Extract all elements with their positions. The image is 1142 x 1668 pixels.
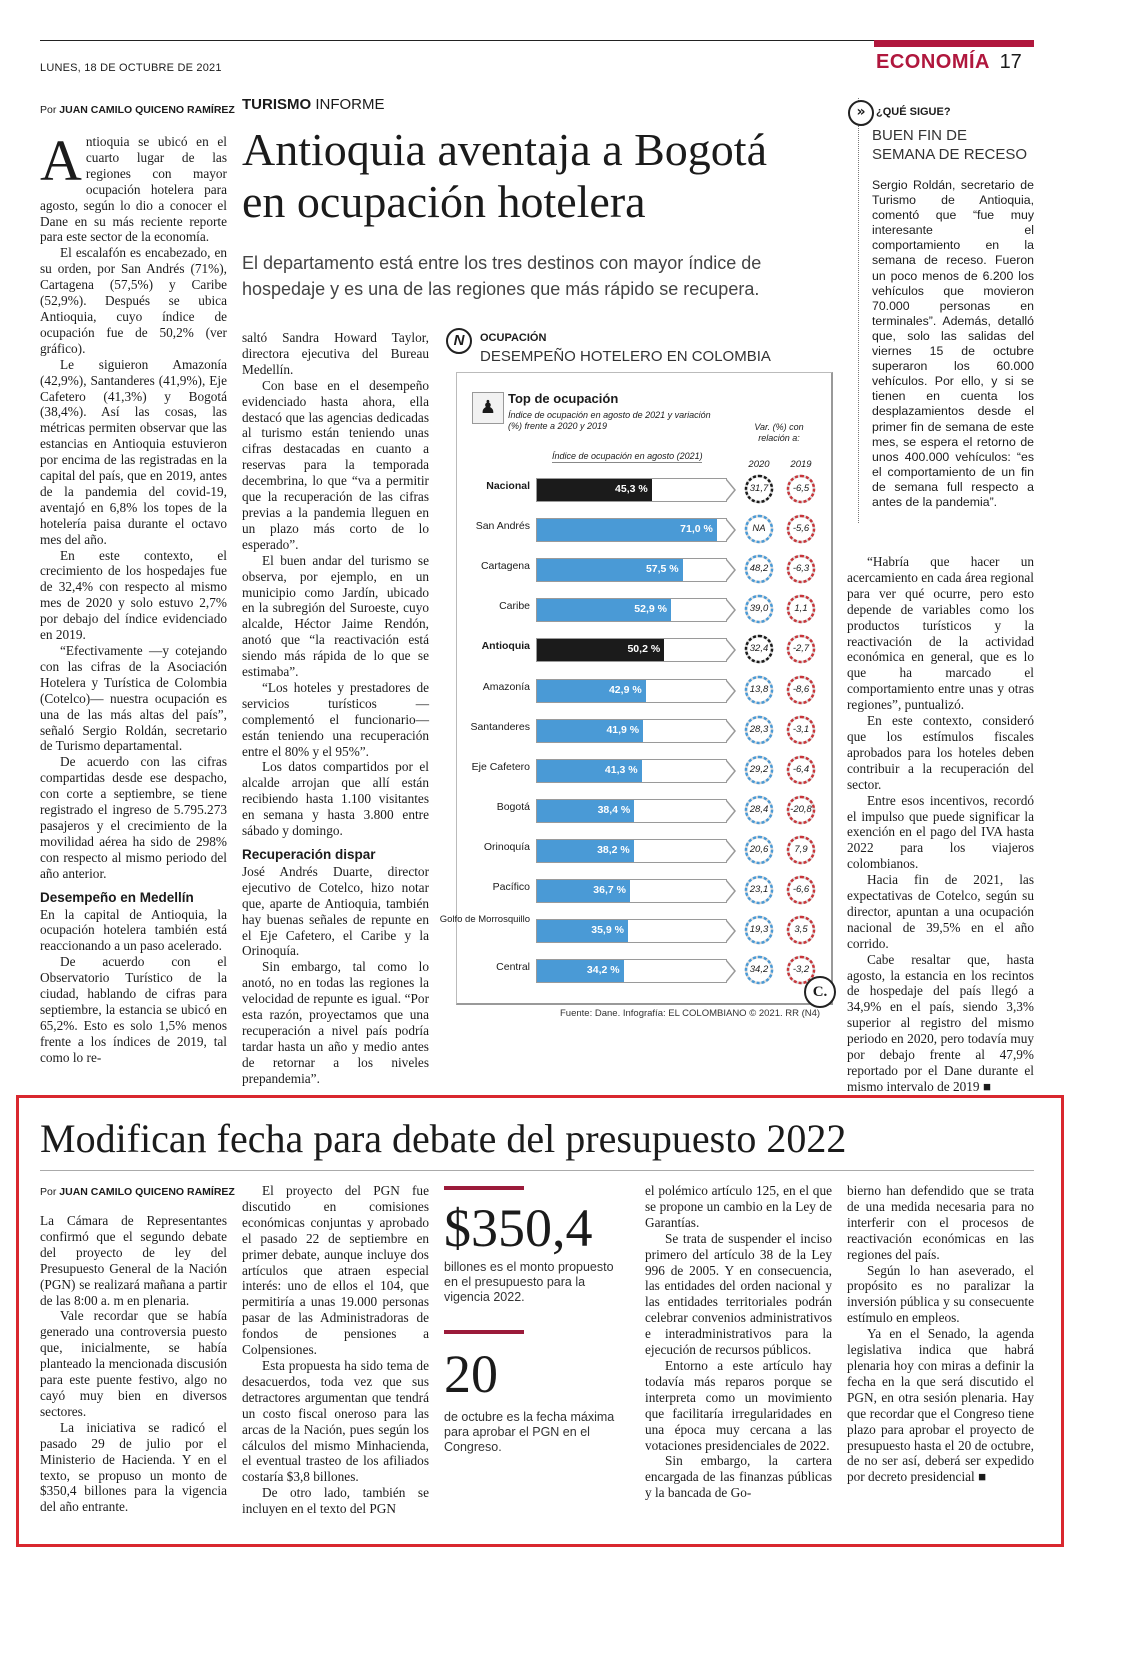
stat2-text: de octubre es la fecha máxima para aprobar el PGN en el Congreso.	[444, 1410, 615, 1454]
paragraph: Cabe resaltar que, hasta agosto, la estancia en los recintos de hospedaje del país llegó a 34,9% en el país, siendo 3,3% superior al registro del mismo periodo en 2020, pero todavía muy por debajo frente al 47,9% reportado por el Dane durante el mismo intervalo de 2019 ■	[847, 951, 1034, 1094]
kicker	[242, 96, 385, 113]
stat1-text: billones es el monto propuesto en el presupuesto para la vigencia 2022.	[444, 1260, 614, 1304]
infographic-n-icon: N	[446, 328, 472, 354]
kicker-bold: TURISMO	[242, 96, 312, 113]
ring-value: 31,7	[749, 483, 769, 494]
chart-category-label: Nacional	[486, 480, 530, 492]
paragraph: José Andrés Duarte, director ejecutivo de Cotelco, hizo notar que, aparte de Antioquia, también hay buenas señales de repunte en el Eje Cafetero, el Caribe y la Orinoquía.	[242, 863, 429, 959]
chart-bar	[537, 680, 646, 702]
byline-name: JUAN CAMILO QUICENO RAMÍREZ	[59, 104, 235, 116]
ring-value: -6,4	[792, 763, 810, 775]
ring-variation	[786, 634, 816, 664]
chart-row	[438, 673, 858, 703]
chart-bar	[537, 840, 634, 862]
chart-bar-track	[536, 879, 727, 903]
chart-arrow	[726, 679, 736, 703]
chart-row	[438, 953, 858, 983]
ring-dark	[744, 474, 774, 504]
paragraph: Vale recordar que se había generado una controversia puesto que, inicialmente, se había planteado la mencionada discusión para este puente festivo, algo no cayó muy bien en diversos sectores.	[40, 1308, 227, 1419]
byline	[40, 104, 235, 116]
chart-box-subtitle: Índice de ocupación en agosto de 2021 y variación (%) frente a 2020 y 2019	[508, 410, 711, 431]
chart-row	[438, 873, 858, 903]
chart-row	[438, 512, 858, 542]
subheading: Recuperación dispar	[242, 847, 376, 862]
ring-variation	[786, 594, 816, 624]
article2-headline: Modifican fecha para debate del presupuesto 2022	[40, 1116, 847, 1161]
chart-row	[438, 472, 858, 502]
chart-bar-track	[536, 558, 727, 582]
col-2020: 2020	[748, 459, 770, 470]
paragraph: saltó Sandra Howard Taylor, directora ejecutiva del Bureau Medellín.	[242, 330, 429, 377]
chart-bar-track	[536, 799, 727, 823]
headline	[242, 124, 852, 228]
paragraph: De otro lado, también se incluyen en el texto del PGN	[242, 1485, 429, 1517]
chart-bar-value: 52,9 %	[634, 603, 667, 616]
people-icon: ♟	[472, 392, 504, 424]
chart-category-label: San Andrés	[475, 520, 530, 533]
ring-value: 19,3	[749, 924, 769, 936]
chart-arrow	[726, 558, 736, 582]
ring-value: 3,5	[794, 924, 808, 936]
sidebar-title: BUEN FIN DE SEMANA DE RECESO	[872, 127, 1028, 163]
col-2019: 2019	[790, 459, 812, 470]
paragraph: Ya en el Senado, la agenda legislativa indica que habrá plenaria hoy con miras a definir la fecha en la que será discutido el PGN, en otra sesión plenaria. Hay que recordar que el Congreso tiene plazo para aprobar el proyecto de presupuesto hasta el 20 de octubre, de no ser así, deberá ser expedido por decreto presidencial ■	[847, 1326, 1034, 1485]
ring-dark	[744, 634, 774, 664]
deck: El departamento está entre los tres destinos con mayor índice de hospedaje y es una de las regiones que más rápido se recupera.	[242, 253, 762, 299]
chart-bar	[537, 880, 630, 902]
byline-prefix: Por	[40, 104, 57, 116]
paragraph: Se trata de suspender el inciso primero del artículo 38 de la Ley 996 de 2005. Y en consecuencia, las entidades del orden nacional y las entidades territoriales podrán celebrar convenios administrativos e interadministrativos para la ejecución de recursos públicos.	[645, 1230, 832, 1358]
chart-bar-value: 34,2 %	[586, 964, 620, 977]
chart-bar	[537, 519, 717, 541]
paragraph: La iniciativa se radicó el pasado 29 de julio por el Ministerio de Hacienda. Y en el texto, se propuso un monto de $350,4 billones para la vigencia del año entrante.	[40, 1419, 227, 1515]
ring-variation	[786, 554, 816, 584]
ring-variation	[744, 835, 774, 865]
chart-row	[438, 753, 858, 783]
ring-value: -6,6	[792, 884, 810, 895]
chart-category-label: Amazonía	[482, 680, 530, 693]
article1-col2	[242, 330, 429, 1087]
chart-bar-track	[536, 919, 727, 943]
chart-category-label: Cartagena	[480, 560, 530, 573]
chart-bar-value: 36,7 %	[593, 884, 626, 896]
paragraph: En este contexto, consideró que los estímulos fiscales aprobados para los hoteles deben contribuir a la recuperación del sector.	[847, 713, 1034, 792]
paragraph: Le siguieron Amazonía (42,9%), Santanderes (41,9%), Eje Cafetero (41,3%) y Bogotá (38,4%). Así las cosas, las métricas permiten observar que las estancias en Antioquia estuvieron por encima de las registradas en la capital del país, que en 2019, antes de la pandemia del covid-19, aventajó en 6,8% los topes de la hotelería paisa durante el octavo mes del año.	[40, 356, 227, 547]
infographic-title: DESEMPEÑO HOTELERO EN COLOMBIA	[480, 348, 771, 365]
ring-value: -3,1	[792, 723, 810, 735]
chart-bar	[537, 800, 634, 822]
paragraph: Los datos compartidos por el alcalde arrojan que allí están recibiendo hasta 1.100 visitantes en semana y hasta 3.800 entre sábado y domingo.	[242, 759, 429, 839]
ring-variation	[786, 835, 816, 865]
headline-line-1: Antioquia aventaja a Bogotá	[242, 124, 768, 175]
chart-row	[438, 592, 858, 622]
chart-category-label: Central	[496, 961, 530, 974]
chart-bar-track	[536, 959, 727, 983]
paragraph: Sin embargo, la cartera encargada de las finanzas públicas y la bancada de Go-	[645, 1453, 832, 1501]
paragraph: El proyecto del PGN fue discutido en comisiones económicas conjuntas y aprobado el pasado 22 de septiembre en primer debate, aunque incluye dos artículos que atraen especial interés: uno de ellos el 104, que permitiría a unas 19.000 personas pasar de las Administradoras de fondos de pensiones a Colpensiones.	[242, 1183, 429, 1358]
ring-variation	[744, 955, 774, 985]
drop-cap: A	[40, 128, 82, 193]
ring-value: 28,3	[749, 723, 769, 735]
var-header: Var. (%) con relación a:	[754, 422, 804, 443]
ring-variation	[786, 755, 816, 785]
byline-name: JUAN CAMILO QUICENO RAMÍREZ	[59, 1186, 235, 1198]
sidebar-text: Sergio Roldán, secretario de Turismo de Antioquia, comentó que “fue muy interesante el comportamiento en la semana de receso. Fueron un poco menos de 6.200 los vehículos que movieron 70.000 personas en terminales”. Además, detalló que, solo las salidas del viernes 15 de octubre superaron los 60.000 vehículos. Por ello, y si se tienen en cuenta los desplazamientos desde el primer fin de semana de este mes, se espera el retorno de unos 400.000 vehículos: “es el comportamiento de un fin de semana full respecto a antes de la pandemia”.	[872, 178, 1034, 509]
chart-arrow	[726, 919, 736, 943]
paragraph: Según lo han aseverado, el propósito es no paralizar la inversión pública y su consecuente estímulo en empleos.	[847, 1262, 1034, 1326]
section-tab-bar	[874, 40, 1034, 47]
chart-bar-value: 50,2 %	[627, 643, 661, 656]
chart-bar	[537, 639, 664, 661]
chart-bar-track	[536, 478, 727, 502]
chart-bar	[537, 720, 643, 742]
ring-value: -6,3	[792, 563, 810, 575]
article1-col4	[847, 554, 1034, 1095]
bar-header-rule	[552, 462, 702, 463]
chart-arrow	[726, 799, 736, 823]
article1-col1	[40, 128, 227, 1066]
paragraph: El escalafón es encabezado, en su orden, por San Andrés (71%), Cartagena (57,5%) y Caribe (52,9%). Después se ubica Antioquia, cuyo índice de ocupación fue de 50,2% (ver gráfico).	[40, 245, 227, 356]
paragraph: De acuerdo con el Observatorio Turístico de la ciudad, hablando de cifras para septiembre, la estancia se ubicó en 65,2%. Esto es solo 1,5% menos frente a los índices de 2019, tal como lo re-	[40, 954, 227, 1065]
kicker-light: INFORME	[315, 96, 385, 113]
chart-category-label: Orinoquía	[483, 840, 530, 853]
paragraph: bierno han defendido que se trata de una medida necesaria para no interferir con el procesos de reactivación económicas en las regiones del país.	[847, 1183, 1034, 1262]
chart-bar-value: 71,0 %	[680, 523, 713, 536]
stat2-rule	[444, 1330, 524, 1334]
ring-value: 29,2	[749, 763, 769, 775]
chart-bar-value: 35,9 %	[591, 924, 624, 937]
paragraph: En la capital de Antioquia, la ocupación hotelera también está reaccionando a un paso acelerado.	[40, 906, 227, 954]
article2-col2	[242, 1183, 429, 1517]
chart-arrow	[726, 759, 736, 783]
ring-value: -20,8	[790, 803, 812, 815]
chart-bar-value: 41,9 %	[606, 723, 640, 736]
ring-variation	[744, 514, 774, 544]
chart-bar	[537, 599, 671, 621]
chart-arrow	[726, 638, 736, 662]
chart-bar-track	[536, 518, 727, 542]
ring-variation	[786, 514, 816, 544]
chart-row	[438, 833, 858, 863]
paragraph: “Los hoteles y prestadores de servicios turísticos —complementó el funcionario— están teniendo una recuperación entre el 80% y el 95%”.	[242, 679, 429, 759]
chart-bar-value: 42,9 %	[608, 683, 642, 696]
ring-value: 1,1	[794, 603, 808, 615]
ring-variation	[786, 875, 816, 905]
paragraph: Con base en el desempeño evidenciado hasta ahora, ella destacó que las agencias dedicadas al turismo están teniendo unas cifras destacadas en cuanto a reservas para la temporada decembrina, lo que “va a permitir que la recuperación de las cifras previas a la pandemia lleguen en un plazo más corto de lo esperado”.	[242, 377, 429, 552]
sidebar-kicker: ¿QUÉ SIGUE?	[876, 106, 951, 118]
ring-value: 20,6	[749, 843, 769, 855]
chart-bar-track	[536, 598, 727, 622]
chart-bar	[537, 760, 642, 782]
chart-bar	[537, 920, 628, 942]
chart-category-label: Caribe	[499, 600, 530, 613]
chart-arrow	[726, 719, 736, 743]
paragraph: Sin embargo, tal como lo anotó, no en todas las regiones la velocidad de repunte es igual. “Por esta razón, proyectamos que una recuperación a nivel país podría tardar hasta un año y medio antes de retornar a los niveles prepandemia”.	[242, 959, 429, 1086]
subheading: Desempeño en Medellín	[40, 889, 194, 905]
logo-text: C.	[812, 984, 828, 1000]
ring-value: 32,4	[749, 643, 769, 655]
chart-category-label: Antioquia	[481, 640, 530, 653]
section-label: ECONOMÍA	[876, 51, 990, 73]
chart-category-label: Santanderes	[470, 720, 530, 733]
ring-variation	[786, 474, 816, 504]
chart-arrow	[726, 598, 736, 622]
bar-header: Índice de ocupación en agosto (2021)	[552, 451, 703, 461]
paragraph: En este contexto, el crecimiento de los hospedajes fue de 32,4% con respecto al mismo mes de 2020 y solo estuvo 2,7% por debajo del índice evidenciado en 2019.	[40, 547, 227, 643]
chart-arrow	[726, 959, 736, 983]
paragraph: Esta propuesta ha sido tema de desacuerdos, toda vez que sus detractores argumentan que tendrá un costo fiscal oneroso para las arcas de la Nación, pues según los cálculos del mismo Minhacienda, el eventual trasteo de los afiliados costaría $3,8 billones.	[242, 1357, 429, 1485]
article2-col4	[847, 1183, 1034, 1485]
header-date: LUNES, 18 DE OCTUBRE DE 2021	[40, 62, 222, 74]
chart-bar-value: 41,3 %	[604, 763, 638, 776]
chart-bar	[537, 960, 624, 982]
ring-value: -2,7	[792, 643, 810, 655]
ring-value: 13,8	[749, 683, 769, 695]
article2-headline-rule	[40, 1170, 1034, 1171]
ring-variation	[786, 795, 816, 825]
chart-bar-track	[536, 638, 727, 662]
section-name	[876, 51, 1022, 74]
chart-category-label: Golfo de Morrosquillo	[439, 914, 530, 926]
paragraph: el polémico artículo 125, en el que se propone un cambio en la Ley de Garantías.	[645, 1183, 832, 1230]
ring-value: -8,6	[792, 683, 810, 695]
ring-value: -6,5	[792, 483, 810, 494]
headline-line-2: en ocupación hotelera	[242, 176, 646, 227]
ring-variation	[744, 795, 774, 825]
stat2-value: 20	[444, 1344, 498, 1404]
chart-source: Fuente: Dane. Infografía: EL COLOMBIANO © 2021. RR (N4)	[560, 1008, 821, 1019]
page-number: 17	[999, 51, 1022, 73]
paragraph: El buen andar del turismo se observa, por ejemplo, en un municipio como Jardín, ubicado en la subregión del Suroeste, cuyo alcalde, Héctor Jaime Rendón, anotó que “la reactivación está siendo más rápida de lo que se estimaba”.	[242, 552, 429, 680]
chart-arrow	[726, 518, 736, 542]
chart-bar	[537, 479, 652, 501]
chart-bar-track	[536, 759, 727, 783]
paragraph: De acuerdo con las cifras compartidas desde ese despacho, con corte a septiembre, se tiene registrado el ingreso de 5.795.273 pasajeros y el crecimiento de la movilidad aérea ha sido de 298% con respecto al mismo periodo del año anterior.	[40, 754, 227, 881]
chart-bar-value: 45,3 %	[615, 483, 648, 495]
ring-value: 48,2	[749, 563, 769, 575]
ring-variation	[786, 675, 816, 705]
infographic-kicker: OCUPACIÓN	[480, 332, 547, 344]
paragraph: Hacia fin de 2021, las expectativas de Cotelco, según su director, apuntan a una ocupación nacional de 39,5% en el año corrido.	[847, 872, 1034, 951]
ring-variation	[744, 755, 774, 785]
paragraph: Entre esos incentivos, recordó el impulso que puede significar la exención en el pago del IVA hasta 2022 para los viajeros colombianos.	[847, 792, 1034, 872]
chart-arrow	[726, 839, 736, 863]
chart-bar-value: 38,2 %	[597, 843, 630, 856]
stat1-value: $350,4	[444, 1198, 593, 1258]
chart-bar-value: 38,4 %	[597, 803, 631, 816]
paragraph: “Habría que hacer un acercamiento en cada área regional para ver qué ocurre, pero esto depende de variables como los productos turísticos y la reactivación de la actividad económica en general, que es lo que ha marcado el comportamiento entre unas y otras regiones”, puntualizó.	[847, 554, 1034, 713]
paragraph: “Efectivamente —y cotejando con las cifras de la Asociación Hotelera y Turística de Colombia (Cotelco)— nuestra ocupación es una de las más altas del país”, señaló Sergio Roldán, secretario de Turismo departamental.	[40, 643, 227, 754]
arrows-icon: »	[848, 100, 874, 126]
chart-bar-track	[536, 679, 727, 703]
chart-row	[438, 713, 858, 743]
chart-bar-value: 57,5 %	[645, 563, 679, 576]
ring-variation	[786, 915, 816, 945]
stat1-rule	[444, 1186, 524, 1190]
ring-variation	[786, 715, 816, 745]
byline-prefix: Por	[40, 1186, 57, 1198]
chart-category-label: Eje Cafetero	[471, 760, 530, 773]
ring-value: NA	[752, 523, 766, 535]
chart-category-label: Bogotá	[496, 800, 530, 813]
chart-arrow	[726, 879, 736, 903]
ring-variation	[744, 915, 774, 945]
ring-variation	[744, 675, 774, 705]
chart-arrow	[726, 478, 736, 502]
article2-byline	[40, 1186, 235, 1198]
ring-variation	[744, 594, 774, 624]
article2-col1	[40, 1213, 227, 1515]
ring-value: 7,9	[794, 843, 808, 855]
chart-row	[438, 552, 858, 582]
chart-bar-track	[536, 839, 727, 863]
ring-variation	[744, 715, 774, 745]
chart-box-title: Top de ocupación	[508, 391, 619, 406]
ring-value: 39,0	[749, 603, 769, 615]
chart-row	[438, 793, 858, 823]
chart-row	[438, 913, 858, 943]
chart-bar-track	[536, 719, 727, 743]
chart-rows	[438, 472, 838, 992]
ring-value: 28,4	[749, 803, 769, 815]
paragraph: La Cámara de Representantes confirmó que el segundo debate del proyecto de ley del Presupuesto General de la Nación (PGN) se realizará mañana a partir de las 8:00 a. m en plenaria.	[40, 1213, 227, 1308]
chart-row	[438, 632, 858, 662]
ring-variation	[744, 554, 774, 584]
ring-value: -3,2	[792, 964, 810, 976]
ring-value: 23,1	[749, 884, 769, 895]
paragraph: Entorno a este artículo hay todavía más reparos porque se interpreta como un movimiento que facilitaría irregularidades en una época muy cercana a las votaciones presidenciales de 2022.	[645, 1357, 832, 1453]
chart-bar	[537, 559, 683, 581]
ring-value: 34,2	[749, 964, 769, 976]
ring-variation	[744, 875, 774, 905]
chart-category-label: Pacífico	[492, 881, 530, 893]
paragraph: Antioquia se ubicó en el cuarto lugar de las regiones con mayor ocupación hotelera para agosto, según lo dio a conocer el Dane en su más reciente reporte para este sector de la economía.	[40, 128, 227, 245]
article2-col3	[645, 1183, 832, 1501]
ring-value: -5,6	[792, 523, 810, 535]
colombiano-logo	[804, 976, 836, 1008]
